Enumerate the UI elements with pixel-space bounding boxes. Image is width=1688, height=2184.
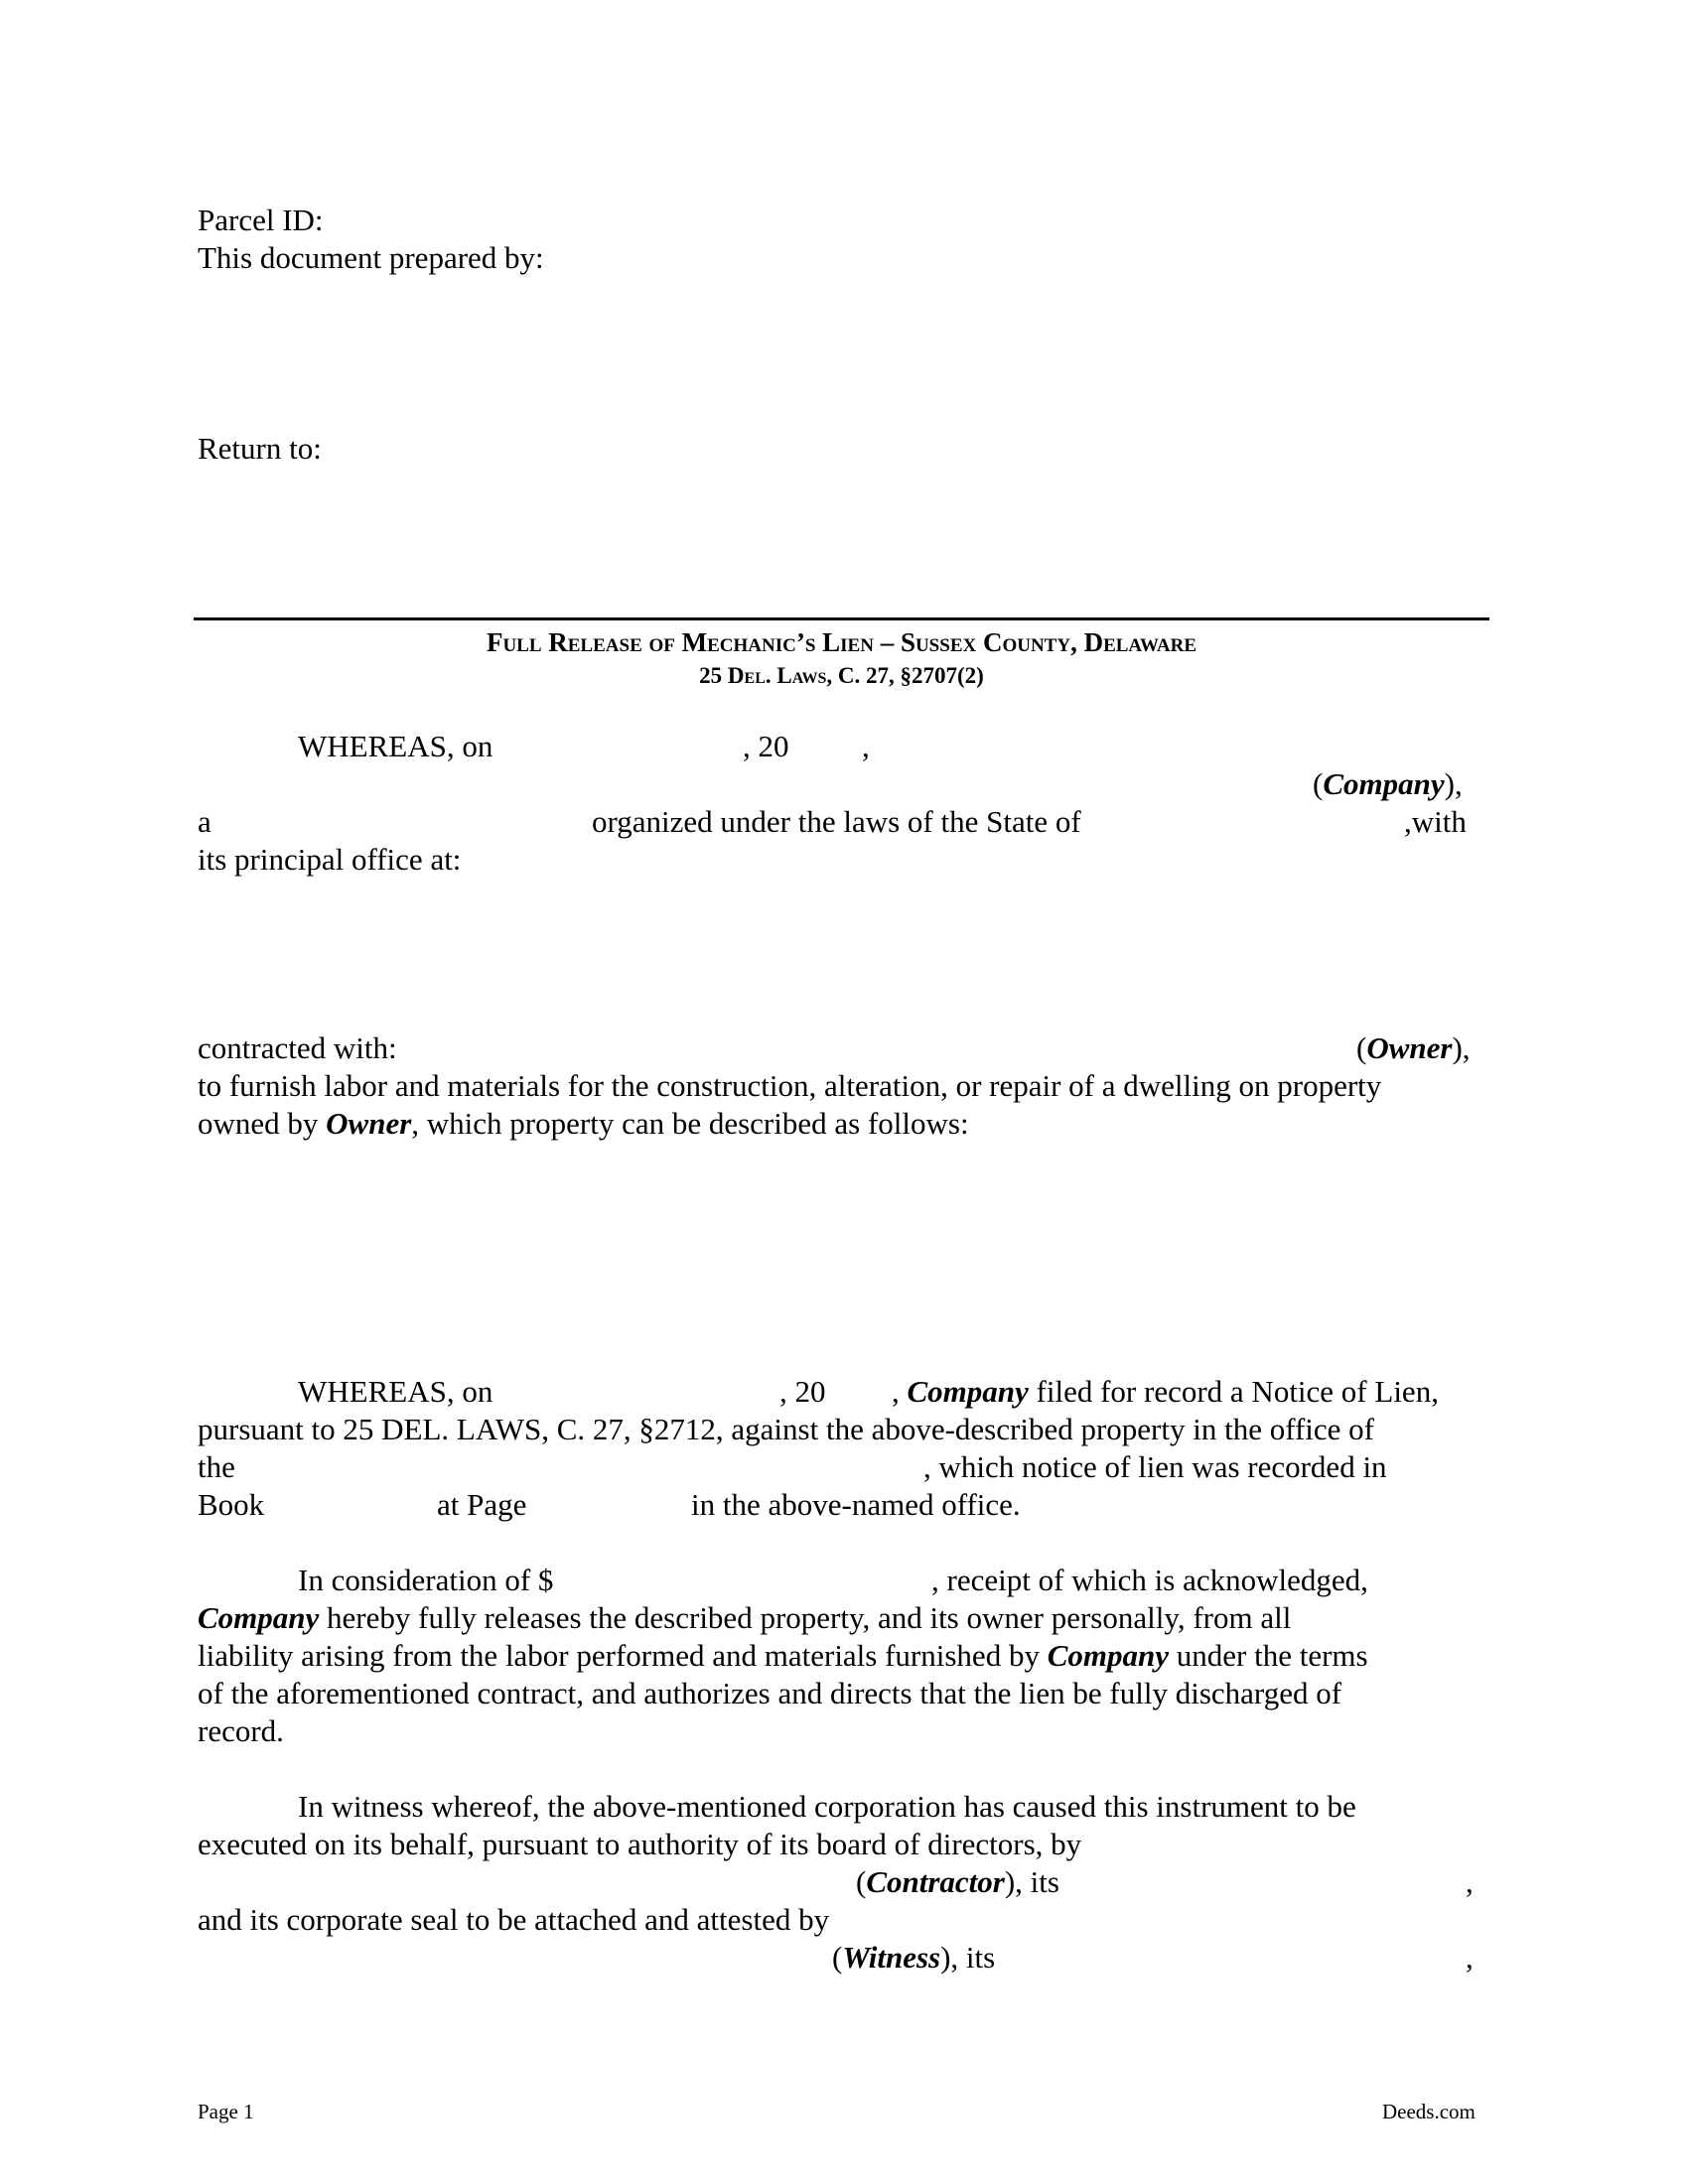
- comma-1: ,: [862, 729, 870, 763]
- whereas-on-2: WHEREAS, on: [298, 1374, 493, 1409]
- release-text-line3: liability arising from the labor performed and materials furnished by Company under the terms: [198, 1638, 1368, 1673]
- owner-definition: (Owner),: [1356, 1030, 1471, 1065]
- parcel-id-label: Parcel ID:: [198, 203, 324, 237]
- release-text-line4: of the aforementioned contract, and authorizes and directs that the lien be fully discharged of: [198, 1676, 1342, 1710]
- executed-behalf-text: executed on its behalf, pursuant to authority of its board of directors, by: [198, 1827, 1082, 1861]
- above-office-text: in the above-named office.: [691, 1487, 1021, 1522]
- return-to-label: Return to:: [198, 431, 322, 466]
- book-label: Book: [198, 1487, 265, 1522]
- year-prefix-1: , 20: [743, 729, 789, 763]
- pursuant-text: pursuant to 25 DEL. LAWS, C. 27, §2712, against the above-described property in the office of: [198, 1412, 1374, 1446]
- receipt-text: , receipt of which is acknowledged,: [931, 1563, 1368, 1597]
- document-title: Full Release of Mechanic’s Lien – Sussex County, Delaware: [486, 627, 1197, 657]
- furnish-labor-text: to furnish labor and materials for the construction, alteration, or repair of a dwelling on property: [198, 1068, 1382, 1103]
- prepared-by-label: This document prepared by:: [198, 240, 544, 275]
- release-text-line2: Company hereby fully releases the described property, and its owner personally, from all: [198, 1600, 1292, 1635]
- principal-office-label: its principal office at:: [198, 842, 462, 877]
- witness-comma: ,: [1466, 1940, 1474, 1975]
- organized-under-text: organized under the laws of the State of: [592, 804, 1081, 839]
- title-divider: [194, 617, 1489, 620]
- contractor-comma: ,: [1466, 1864, 1474, 1899]
- contractor-definition: (Contractor), its: [856, 1864, 1059, 1899]
- contracted-with-label: contracted with:: [198, 1030, 397, 1065]
- footer-brand: Deeds.com: [1382, 2100, 1476, 2123]
- consideration-text: In consideration of $: [298, 1563, 554, 1597]
- year-prefix-2: , 20: [779, 1374, 826, 1409]
- statute-reference: 25 Del. Laws, C. 27, §2707(2): [699, 663, 984, 688]
- with-text: ,with: [1404, 804, 1467, 839]
- witness-whereof-text: In witness whereof, the above-mentioned corporation has caused this instrument to be: [298, 1789, 1356, 1824]
- whereas-on-1: WHEREAS, on: [298, 729, 493, 763]
- lien-filed-text: , Company filed for record a Notice of Lien,: [892, 1374, 1439, 1409]
- owned-by-text: owned by Owner, which property can be described as follows:: [198, 1106, 969, 1141]
- witness-definition: (Witness), its: [832, 1940, 996, 1975]
- the-office-text: the: [198, 1449, 235, 1484]
- page-number: Page 1: [198, 2100, 254, 2123]
- release-text-line5: record.: [198, 1713, 284, 1748]
- company-definition: (Company),: [1313, 766, 1463, 801]
- notice-recorded-text: , which notice of lien was recorded in: [923, 1449, 1387, 1484]
- entity-type-a: a: [198, 804, 211, 839]
- corporate-seal-text: and its corporate seal to be attached and attested by: [198, 1902, 830, 1937]
- page-label: at Page: [437, 1487, 527, 1522]
